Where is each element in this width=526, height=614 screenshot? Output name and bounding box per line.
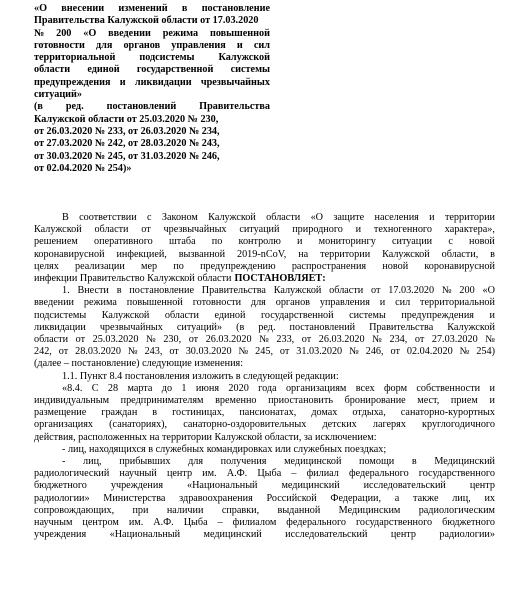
word: – xyxy=(217,517,223,529)
title-line: ситуаций» xyxy=(34,89,83,101)
word: центр xyxy=(390,529,416,541)
word: (санаториях), xyxy=(109,419,168,431)
word: оперативного xyxy=(94,236,153,248)
word: системы xyxy=(349,309,386,321)
word: отдыха, xyxy=(352,407,386,419)
word: решением xyxy=(34,236,78,248)
word: выданной xyxy=(277,504,321,516)
word: государственного xyxy=(355,517,433,529)
word: вызванной xyxy=(178,248,226,260)
word: федерального xyxy=(348,468,409,480)
word: 200 xyxy=(459,285,475,297)
word: здравоохранения xyxy=(179,492,253,504)
word: № xyxy=(259,334,269,346)
word: научным xyxy=(34,517,73,529)
word: инфекцией, xyxy=(116,248,167,260)
word: новой xyxy=(382,260,409,272)
paragraph-8-4 xyxy=(34,383,495,444)
word: и xyxy=(489,382,495,394)
word: лагерях xyxy=(372,419,406,431)
word: подсистемы xyxy=(34,309,87,321)
word: защите xyxy=(333,212,365,223)
word: радиологии» xyxy=(34,492,90,504)
word: исследовательский xyxy=(363,480,446,492)
word: области xyxy=(34,334,69,346)
word: «О xyxy=(482,285,495,297)
word: от xyxy=(141,224,151,236)
word: центром xyxy=(82,517,119,529)
word: и xyxy=(119,76,126,88)
word: помощи xyxy=(359,456,395,468)
word: государственной xyxy=(260,309,334,321)
word: единой xyxy=(87,64,120,76)
word: форм xyxy=(383,382,408,394)
word: 246, xyxy=(365,346,384,358)
word: коронавирусной xyxy=(34,248,105,260)
amendments-line: от 26.03.2020 № 233, от 26.03.2020 № 234, xyxy=(34,125,220,137)
item-1-line xyxy=(34,346,495,358)
word: ситуации xyxy=(391,236,433,248)
word: наличии xyxy=(166,504,204,516)
word: № xyxy=(485,334,495,346)
word: домах xyxy=(311,407,338,419)
word: медицинской xyxy=(284,456,342,468)
word: территории xyxy=(444,212,495,223)
amendments-line: от 27.03.2020 № 242, от 28.03.2020 № 243, xyxy=(34,138,220,150)
item-1-line xyxy=(34,358,495,370)
word: гостиницах, xyxy=(172,407,225,419)
word: и xyxy=(236,39,243,51)
word: Калужской xyxy=(101,309,150,321)
word: 1 xyxy=(181,382,187,394)
word: режима xyxy=(83,297,117,309)
word: коронавирусной xyxy=(424,260,495,272)
word: по xyxy=(211,236,223,248)
word: территории xyxy=(320,248,371,260)
word: постановлений xyxy=(106,101,177,113)
item-1-tail: (далее – постановление) следующие изменения: xyxy=(34,358,244,370)
item-1-line xyxy=(34,285,495,297)
word: от xyxy=(188,334,199,346)
word: бюджетного xyxy=(34,480,87,492)
word: готовности xyxy=(34,39,85,51)
word: граждан xyxy=(101,407,138,419)
preamble-line xyxy=(34,249,495,261)
word: ликвидации xyxy=(134,76,192,88)
word: соответствии xyxy=(79,212,137,223)
word: санаторно-курортных xyxy=(400,407,495,419)
decree-word: ПОСТАНОВЛЯЕТ: xyxy=(234,273,326,285)
word: им. xyxy=(202,468,217,480)
word: Медицинским xyxy=(338,504,401,516)
word: В xyxy=(62,212,69,223)
word: ред. xyxy=(258,321,276,333)
word: прибывших xyxy=(119,456,171,468)
word: предупреждения xyxy=(401,309,474,321)
amendments-line: от 30.03.2020 № 245, от 31.03.2020 № 246, xyxy=(34,150,220,162)
word: Правительства xyxy=(369,321,434,333)
word: (в xyxy=(236,321,245,333)
word: размещение xyxy=(34,407,87,419)
word: и xyxy=(355,224,362,236)
word: медицинский xyxy=(203,529,262,541)
word: области xyxy=(34,64,71,76)
word: сопровождающих, xyxy=(34,504,115,516)
paragraph-8-4-line xyxy=(34,383,495,395)
amendments-line: Калужской области от 25.03.2020 № 230, xyxy=(34,113,219,125)
document-title-block xyxy=(34,3,270,175)
word: области xyxy=(94,224,129,236)
word: в xyxy=(490,248,495,260)
document-body xyxy=(34,212,495,541)
word: постановление xyxy=(201,3,270,14)
word: «Национальный xyxy=(109,529,181,541)
word: введении xyxy=(34,297,75,309)
word: 242, xyxy=(34,346,52,358)
paragraph-8-4-line xyxy=(34,419,495,431)
word: 1. xyxy=(62,285,70,297)
word: индивидуальным xyxy=(34,395,110,407)
word: Цыба xyxy=(257,468,282,480)
word: чрезвычайных xyxy=(163,224,227,236)
item-1-1-line xyxy=(34,371,495,383)
word: № xyxy=(127,346,138,358)
word: 245, xyxy=(255,346,273,358)
word: «О xyxy=(310,212,324,223)
word: их xyxy=(484,492,495,504)
word: 254) xyxy=(476,346,495,358)
word: Российской xyxy=(266,492,317,504)
preamble-line xyxy=(34,273,495,285)
word: от xyxy=(301,334,312,346)
word: 26.03.2020 xyxy=(205,334,252,346)
word: Медицинский xyxy=(434,456,495,468)
word: С xyxy=(91,382,99,394)
word: в xyxy=(181,3,188,14)
word: Правительства xyxy=(201,285,266,297)
word: сил xyxy=(253,39,270,51)
word: до xyxy=(161,382,173,394)
word: с xyxy=(448,236,453,248)
word: характера», xyxy=(444,224,495,236)
word: 243, xyxy=(144,346,163,358)
word: Калужской xyxy=(34,224,82,236)
item-1-1-text: 1.1. Пункт 8.4 постановления изложить в следующей редакции: xyxy=(62,370,339,382)
word: от xyxy=(75,334,86,346)
title-line xyxy=(34,40,270,52)
word: ред. xyxy=(65,101,84,113)
word: филиалом xyxy=(232,517,277,529)
amendments-line: от 02.04.2020 № 254)» xyxy=(34,162,132,174)
word: повышенной xyxy=(209,27,270,39)
paragraph-8-4-line xyxy=(34,407,495,419)
word: 2020 xyxy=(228,382,249,394)
word: мониторингу xyxy=(318,236,376,248)
word: государственного xyxy=(418,468,495,480)
word: лиц, xyxy=(452,492,471,504)
word: «Национальный xyxy=(186,480,258,492)
word: 31.03.2020 xyxy=(296,346,343,358)
word: 28 xyxy=(107,382,119,394)
word: подсистемы xyxy=(139,52,195,64)
word: реализации xyxy=(75,260,125,272)
word: получения xyxy=(220,456,267,468)
word: ситуаций» xyxy=(176,321,223,333)
word: по xyxy=(173,260,184,272)
word: учреждения xyxy=(110,480,164,492)
exception-line xyxy=(34,468,495,480)
word: 30.03.2020 xyxy=(185,346,232,358)
word: Правительства xyxy=(199,101,270,113)
word: приостановить xyxy=(268,395,333,407)
word: в xyxy=(152,407,158,419)
item-1-line xyxy=(34,334,495,346)
word: 25.03.2020 xyxy=(92,334,139,346)
word: внесении xyxy=(61,3,105,14)
word: органов xyxy=(275,297,310,309)
word: государственной xyxy=(136,64,214,76)
word: природного xyxy=(292,224,343,236)
word: режима xyxy=(162,27,199,39)
word: органов xyxy=(123,39,161,51)
word: медицинский xyxy=(281,480,340,492)
word: 17.03.2020 xyxy=(388,285,435,297)
word: санаторно-оздоровительных xyxy=(183,419,307,431)
word: бронирование xyxy=(344,395,406,407)
word: А.Ф. xyxy=(226,468,248,480)
word: предупреждению xyxy=(200,260,276,272)
word: и xyxy=(489,395,495,407)
word: года xyxy=(258,382,277,394)
word: от xyxy=(414,334,425,346)
word: постановление xyxy=(129,285,194,297)
item-1-line xyxy=(34,310,495,322)
word: радиологии» xyxy=(439,529,495,541)
word: повышенной xyxy=(126,297,183,309)
preamble-line xyxy=(34,212,495,224)
word: прием xyxy=(450,395,478,407)
word: ликвидации xyxy=(34,321,86,333)
word: от xyxy=(371,285,381,297)
word: мест, xyxy=(417,395,440,407)
word: в xyxy=(116,285,122,297)
word: № xyxy=(34,27,45,39)
word: Калужской xyxy=(447,321,495,333)
word: для xyxy=(95,39,113,51)
word: - xyxy=(62,456,66,468)
word: при xyxy=(132,504,149,516)
word: филиал xyxy=(306,468,339,480)
word: Калужской xyxy=(218,52,270,64)
word: 200 xyxy=(56,27,72,39)
word: круглогодичного xyxy=(422,419,495,431)
word: области, xyxy=(441,248,479,260)
word: № xyxy=(146,334,156,346)
word: области xyxy=(329,285,364,297)
word: Внести xyxy=(77,285,109,297)
word: – xyxy=(291,468,297,480)
word: изменений xyxy=(118,3,168,14)
word: центр xyxy=(469,480,495,492)
word: марта xyxy=(127,382,153,394)
word: исследовательский xyxy=(285,529,368,541)
word: для xyxy=(188,456,204,468)
word: управления xyxy=(171,39,226,51)
preamble-line xyxy=(34,261,495,273)
word: всех xyxy=(355,382,375,394)
word: области xyxy=(266,212,301,223)
word: Калужской xyxy=(382,248,430,260)
exception-text: - лиц, находящихся в служебных командировках или служебных поездках; xyxy=(62,443,387,455)
word: штаба xyxy=(168,236,196,248)
paragraph-8-4-line xyxy=(34,395,495,407)
exception-line xyxy=(34,529,495,541)
word: распространения xyxy=(291,260,367,272)
word: чрезвычайных xyxy=(99,321,163,333)
word: «О xyxy=(34,3,48,14)
word: учреждения xyxy=(34,529,87,541)
word: № xyxy=(459,346,470,358)
title-line xyxy=(34,52,270,64)
word: области xyxy=(164,309,199,321)
word: № xyxy=(372,334,382,346)
word: бюджетного xyxy=(442,517,495,529)
word: 27.03.2020 xyxy=(431,334,478,346)
word: Калужской xyxy=(208,212,256,223)
word: ситуаций xyxy=(239,224,280,236)
paragraph-8-4-tail: действия, расположенных на территории Калужской области, за исключением: xyxy=(34,431,377,443)
word: «О xyxy=(83,27,97,39)
word: справки, xyxy=(221,504,260,516)
item-1-line xyxy=(34,297,495,309)
word: временно xyxy=(215,395,257,407)
word: 234, xyxy=(389,334,408,346)
word: контролю xyxy=(238,236,281,248)
word: 230, xyxy=(163,334,182,346)
word: № xyxy=(349,346,359,358)
word: научный xyxy=(119,468,157,480)
word: июня xyxy=(195,382,220,394)
word: введении xyxy=(108,27,151,39)
title-line xyxy=(34,3,270,15)
paragraph-8-4-line xyxy=(34,432,495,444)
word: и xyxy=(429,212,435,223)
exception-line xyxy=(34,517,495,529)
word: техногенного xyxy=(373,224,432,236)
preamble-tail: инфекции Правительство Калужской области xyxy=(34,273,232,285)
item-1-line xyxy=(34,322,495,334)
word: от xyxy=(58,346,69,358)
word: (в xyxy=(34,101,43,113)
word: Федерации, xyxy=(330,492,382,504)
word: мер xyxy=(141,260,158,272)
exception-line xyxy=(34,493,495,505)
word: «8.4. xyxy=(62,382,83,394)
word: Калужской xyxy=(273,285,322,297)
word: для xyxy=(250,297,266,309)
word: центр xyxy=(166,468,193,480)
preamble-line xyxy=(34,224,495,236)
word: сил xyxy=(395,297,411,309)
word: 26.03.2020 xyxy=(318,334,365,346)
word: федерального xyxy=(286,517,346,529)
exception-line xyxy=(34,480,495,492)
exception-line xyxy=(34,505,495,517)
word: и xyxy=(489,309,495,321)
word: радиологическим xyxy=(418,504,495,516)
word: Цыба xyxy=(183,517,208,529)
word: им. xyxy=(128,517,144,529)
word: на xyxy=(298,248,309,260)
word: готовности xyxy=(192,297,242,309)
preamble-line xyxy=(34,236,495,248)
word: также xyxy=(413,492,439,504)
word: постановлений xyxy=(289,321,356,333)
word: организациям xyxy=(285,382,347,394)
word: предпринимателям xyxy=(120,395,204,407)
word: и xyxy=(379,297,386,309)
word: от xyxy=(279,346,290,358)
word: № xyxy=(441,285,452,297)
word: населения xyxy=(374,212,419,223)
word: Законом xyxy=(161,212,198,223)
word: детских xyxy=(322,419,357,431)
word: от xyxy=(169,346,179,358)
word: новой xyxy=(469,236,495,248)
word: организациях xyxy=(34,419,94,431)
word: чрезвычайных xyxy=(200,76,270,88)
word: радиологический xyxy=(34,468,110,480)
word: территориальной xyxy=(34,52,116,64)
word: № xyxy=(238,346,249,358)
item-1-paragraph xyxy=(34,285,495,370)
word: целях xyxy=(34,260,59,272)
word: 233, xyxy=(276,334,295,346)
word: 28.03.2020 xyxy=(75,346,121,358)
word: в xyxy=(411,456,417,468)
word: 2019-nCoV, xyxy=(236,248,287,260)
word: управления xyxy=(319,297,370,309)
word: и xyxy=(297,236,303,248)
word: пансионатах, xyxy=(239,407,297,419)
word: единой xyxy=(214,309,246,321)
word: Министерства xyxy=(103,492,166,504)
word: территориальной xyxy=(420,297,495,309)
amendments-line xyxy=(34,101,270,113)
title-line xyxy=(34,77,270,89)
word: с xyxy=(147,212,152,223)
title-line: Правительства Калужской области от 17.03.2020 xyxy=(34,15,259,27)
exception-item xyxy=(34,444,495,456)
exception-line xyxy=(34,456,495,468)
word: предупреждения xyxy=(34,76,111,88)
title-line xyxy=(34,64,270,76)
word: лиц, xyxy=(83,456,102,468)
word: от xyxy=(390,346,400,358)
word: а xyxy=(394,492,400,504)
title-line xyxy=(34,28,270,40)
word: 02.04.2020 xyxy=(406,346,453,358)
word: А.Ф. xyxy=(153,517,174,529)
preamble-paragraph xyxy=(34,212,495,285)
exception-item xyxy=(34,456,495,541)
word: собственности xyxy=(416,382,481,394)
word: системы xyxy=(230,64,270,76)
